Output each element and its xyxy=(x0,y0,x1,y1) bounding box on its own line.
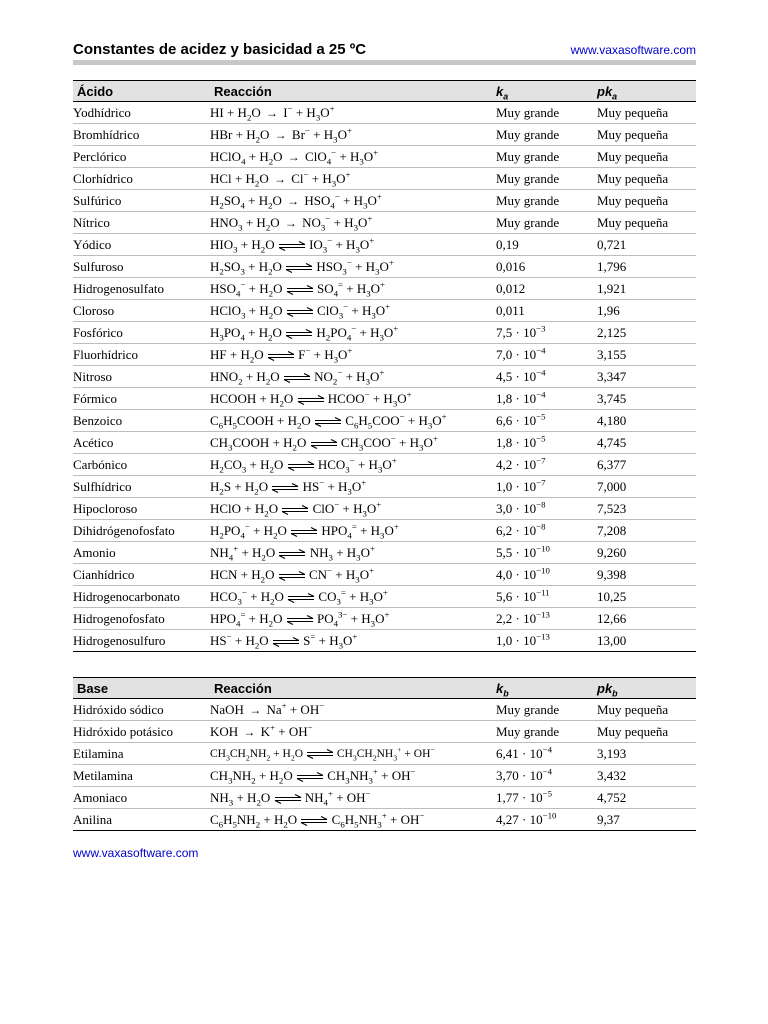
equilibrium-arrow-icon xyxy=(297,395,325,405)
acid-reaction xyxy=(210,168,494,190)
acid-k-value: $6,6 \cdot 10^{-5}$ xyxy=(494,410,595,432)
acid-row xyxy=(73,212,696,234)
equilibrium-arrow-icon xyxy=(310,439,338,449)
base-reaction xyxy=(210,699,494,721)
base-reaction xyxy=(210,809,494,831)
reactants: $H_3PO_4 + H_2O$ xyxy=(210,324,282,343)
acid-reaction xyxy=(210,630,494,652)
base-row xyxy=(73,809,696,831)
acid-k-value: 0,19 xyxy=(494,234,595,256)
products: $NH_3 + H_3O^+$ xyxy=(309,543,375,563)
reactants: $HNO_2 + H_2O$ xyxy=(210,368,280,387)
equilibrium-arrow-icon xyxy=(285,329,313,339)
acid-k-value: 0,016 xyxy=(494,256,595,278)
acid-pk-value: 0,721 xyxy=(595,234,696,256)
acid-k-value: 0,012 xyxy=(494,278,595,300)
products: $HCO_3^- + H_3O^+$ xyxy=(317,455,397,475)
base-k-value: $6,41 \cdot 10^{-4}$ xyxy=(494,743,595,765)
base-k-value: $4,27 \cdot 10^{-10}$ xyxy=(494,809,595,831)
base-row xyxy=(73,721,696,743)
acid-pk-value: 4,745 xyxy=(595,432,696,454)
acid-name: Hidrogenosulfuro xyxy=(73,630,210,652)
products: $PO_4^{3-} + H_3O^+$ xyxy=(316,609,390,629)
reactants: $HCO_3^- + H_2O$ xyxy=(210,587,284,607)
reactants: HCN + $H_2O$ xyxy=(210,566,275,585)
acid-k-value: Muy grande xyxy=(494,102,595,124)
acid-row xyxy=(73,498,696,520)
acid-name: Dihidrógenofosfato xyxy=(73,520,210,542)
products: K+ + OH− xyxy=(260,722,313,739)
reactants: $NH_3 + H_2O$ xyxy=(210,789,271,808)
products: $ClO_4^- + H_3O^+$ xyxy=(305,147,379,167)
acid-reaction xyxy=(210,542,494,564)
products: $NO_2^- + H_3O^+$ xyxy=(314,367,385,387)
acid-reaction xyxy=(210,366,494,388)
base-pk-value: 3,193 xyxy=(595,743,696,765)
reactants: $CH_3CH_2NH_2 + H_2O$ xyxy=(210,747,304,762)
base-pk-value: 4,752 xyxy=(595,787,696,809)
acid-name: Nítrico xyxy=(73,212,210,234)
acid-k-value: $1,8 \cdot 10^{-5}$ xyxy=(494,432,595,454)
acid-reaction xyxy=(210,212,494,234)
products: $CN^- + H_3O^+$ xyxy=(308,565,375,585)
acid-reaction xyxy=(210,410,494,432)
products: $ClO_3^- + H_3O^+$ xyxy=(317,301,391,321)
acid-pk-value: 13,00 xyxy=(595,630,696,652)
reactants: HClO$_3$ + $H_2O$ xyxy=(210,302,283,321)
acid-row xyxy=(73,256,696,278)
acid-name: Sulfuroso xyxy=(73,256,210,278)
equilibrium-arrow-icon xyxy=(300,816,328,826)
equilibrium-arrow-icon xyxy=(296,772,324,782)
acid-reaction xyxy=(210,190,494,212)
products: $NH_4^+ + OH^-$ xyxy=(304,788,371,808)
products: $Br^- + H_3O^+$ xyxy=(291,125,352,145)
reactants: $H_2S + H_2O$ xyxy=(210,478,269,497)
reactants: HClO$_4$ + $H_2O$ xyxy=(210,148,283,167)
base-col-k: $k_b$ xyxy=(494,678,595,699)
reactants: $HSO_4^- + H_2O$ xyxy=(210,279,283,299)
acid-k-value: $5,5 \cdot 10^{-10}$ xyxy=(494,542,595,564)
base-pk-value: 9,37 xyxy=(595,809,696,831)
equilibrium-arrow-icon xyxy=(287,593,315,603)
base-k-value: Muy grande xyxy=(494,721,595,743)
footer-link[interactable]: www.vaxasoftware.com xyxy=(73,846,199,860)
page-title: Constantes de acidez y basicidad a 25 ºC xyxy=(73,41,367,58)
acid-k-value: $3,0 \cdot 10^{-8}$ xyxy=(494,498,595,520)
acid-pk-value: 1,96 xyxy=(595,300,696,322)
acid-reaction xyxy=(210,454,494,476)
acid-pk-value: 9,398 xyxy=(595,564,696,586)
acid-name: Hidrogenosulfato xyxy=(73,278,210,300)
products: HCOO− + $H_3O^+$ xyxy=(327,389,412,409)
acid-row xyxy=(73,102,696,124)
acid-name: Fluorhídrico xyxy=(73,344,210,366)
base-reaction xyxy=(210,721,494,743)
acid-name: Nitroso xyxy=(73,366,210,388)
acid-reaction xyxy=(210,388,494,410)
acid-name: Fórmico xyxy=(73,388,210,410)
acid-row xyxy=(73,542,696,564)
acid-pk-value: 3,347 xyxy=(595,366,696,388)
reactants: $C_6H_5COOH + H_2O$ xyxy=(210,412,311,431)
products: Na+ + OH− xyxy=(266,700,325,717)
acid-k-value: Muy grande xyxy=(494,190,595,212)
acid-pk-value: Muy pequeña xyxy=(595,212,696,234)
reactants: HI + $H_2O$ xyxy=(210,104,261,123)
acid-reaction xyxy=(210,278,494,300)
acid-row xyxy=(73,322,696,344)
reactants: HF + $H_2O$ xyxy=(210,346,264,365)
acid-reaction xyxy=(210,432,494,454)
base-col-name: Base xyxy=(73,678,210,699)
products: $SO_4^= + H_3O^+$ xyxy=(316,279,386,299)
acid-col-pk: $pk_a$ xyxy=(595,81,696,102)
products: $CH_3CH_2NH_3^+ + OH^-$ xyxy=(336,744,435,762)
equilibrium-arrow-icon xyxy=(274,794,302,804)
equilibrium-arrow-icon xyxy=(267,351,295,361)
acid-pk-value: 2,125 xyxy=(595,322,696,344)
base-k-value: $3,70 \cdot 10^{-4}$ xyxy=(494,765,595,787)
reactants: HCOOH + $H_2O$ xyxy=(210,390,294,409)
acid-name: Fosfórico xyxy=(73,322,210,344)
base-name: Amoniaco xyxy=(73,787,210,809)
acid-col-name: Ácido xyxy=(73,81,210,102)
acid-name: Amonio xyxy=(73,542,210,564)
equilibrium-arrow-icon xyxy=(306,749,334,759)
acid-reaction xyxy=(210,322,494,344)
acid-pk-value: 1,796 xyxy=(595,256,696,278)
acid-k-value: Muy grande xyxy=(494,212,595,234)
acid-k-value: $5,6 \cdot 10^{-11}$ xyxy=(494,586,595,608)
base-col-reaction: Reacción xyxy=(210,678,494,699)
acid-k-value: $4,2 \cdot 10^{-7}$ xyxy=(494,454,595,476)
reactants: $CH_3COOH + H_2O$ xyxy=(210,434,307,453)
acid-name: Sulfúrico xyxy=(73,190,210,212)
forward-arrow-icon: → xyxy=(243,724,256,739)
products: $HSO_4^- + H_3O^+$ xyxy=(304,191,382,211)
acid-name: Perclórico xyxy=(73,146,210,168)
base-reaction xyxy=(210,765,494,787)
acid-name: Benzoico xyxy=(73,410,210,432)
products: $HS^- + H_3O^+$ xyxy=(302,477,367,497)
acid-k-value: Muy grande xyxy=(494,146,595,168)
acid-pk-value: 10,25 xyxy=(595,586,696,608)
reactants: HCl + $H_2O$ xyxy=(210,170,269,189)
equilibrium-arrow-icon xyxy=(285,263,313,273)
acid-name: Bromhídrico xyxy=(73,124,210,146)
forward-arrow-icon: → xyxy=(287,149,300,164)
products: $S^= + H_3O^+$ xyxy=(303,631,358,651)
base-k-value: $1,77 \cdot 10^{-5}$ xyxy=(494,787,595,809)
acid-pk-value: Muy pequeña xyxy=(595,168,696,190)
acid-name: Sulfhídrico xyxy=(73,476,210,498)
products: $HPO_4^= + H_3O^+$ xyxy=(321,521,399,541)
acid-row xyxy=(73,476,696,498)
acid-row xyxy=(73,168,696,190)
acid-row xyxy=(73,300,696,322)
acid-pk-value: 7,523 xyxy=(595,498,696,520)
acid-pk-value: 1,921 xyxy=(595,278,696,300)
acid-pk-value: Muy pequeña xyxy=(595,146,696,168)
acid-reaction xyxy=(210,102,494,124)
equilibrium-arrow-icon xyxy=(286,615,314,625)
acid-name: Hipocloroso xyxy=(73,498,210,520)
acid-col-reaction: Reacción xyxy=(210,81,494,102)
forward-arrow-icon: → xyxy=(284,215,297,230)
products: $H_2PO_4^- + H_3O^+$ xyxy=(316,323,399,343)
acid-row xyxy=(73,410,696,432)
base-name: Anilina xyxy=(73,809,210,831)
acid-pk-value: 9,260 xyxy=(595,542,696,564)
reactants: $HNO_3 + H_2O$ xyxy=(210,214,280,233)
acid-reaction xyxy=(210,498,494,520)
products: $CH_3COO^- + H_3O^+$ xyxy=(340,433,438,453)
acid-pk-value: 3,745 xyxy=(595,388,696,410)
reactants: HClO + $H_2O$ xyxy=(210,500,279,519)
acid-k-value: 0,011 xyxy=(494,300,595,322)
equilibrium-arrow-icon xyxy=(287,461,315,471)
equilibrium-arrow-icon xyxy=(283,373,311,383)
acid-row xyxy=(73,278,696,300)
base-row xyxy=(73,787,696,809)
products: $Cl^- + H_3O^+$ xyxy=(291,169,351,189)
acid-pk-value: 6,377 xyxy=(595,454,696,476)
acid-name: Clorhídrico xyxy=(73,168,210,190)
base-pk-value: Muy pequeña xyxy=(595,721,696,743)
acid-reaction xyxy=(210,146,494,168)
reactants: $H_2CO_3 + H_2O$ xyxy=(210,456,284,475)
acid-k-value: $7,5 \cdot 10^{-3}$ xyxy=(494,322,595,344)
base-name: Hidróxido sódico xyxy=(73,699,210,721)
forward-arrow-icon: → xyxy=(266,105,278,120)
acid-pk-value: Muy pequeña xyxy=(595,124,696,146)
page-header xyxy=(73,41,696,59)
acid-row xyxy=(73,234,696,256)
base-row xyxy=(73,765,696,787)
acid-row xyxy=(73,344,696,366)
acid-pk-value: 7,000 xyxy=(595,476,696,498)
acid-name: Yodhídrico xyxy=(73,102,210,124)
acid-name: Carbónico xyxy=(73,454,210,476)
base-row xyxy=(73,743,696,765)
acid-row xyxy=(73,564,696,586)
acid-k-value: $1,0 \cdot 10^{-13}$ xyxy=(494,630,595,652)
products: $HSO_3^- + H_3O^+$ xyxy=(316,257,394,277)
reactants: $NH_4^+ + H_2O$ xyxy=(210,543,276,563)
equilibrium-arrow-icon xyxy=(278,549,306,559)
acid-pk-value: Muy pequeña xyxy=(595,190,696,212)
acid-row xyxy=(73,520,696,542)
acid-name: Acético xyxy=(73,432,210,454)
acid-table xyxy=(73,80,696,652)
acid-name: Hidrogenocarbonato xyxy=(73,586,210,608)
products: $C_6H_5COO^- + H_3O^+$ xyxy=(345,411,447,431)
base-table xyxy=(73,677,696,831)
base-name: Etilamina xyxy=(73,743,210,765)
acid-k-value: $4,0 \cdot 10^{-10}$ xyxy=(494,564,595,586)
acid-row xyxy=(73,190,696,212)
acid-k-value: $4,5 \cdot 10^{-4}$ xyxy=(494,366,595,388)
acid-reaction xyxy=(210,234,494,256)
acid-row xyxy=(73,146,696,168)
acid-pk-value: 7,208 xyxy=(595,520,696,542)
acid-reaction xyxy=(210,564,494,586)
acid-name: Cloroso xyxy=(73,300,210,322)
acid-pk-value: 3,155 xyxy=(595,344,696,366)
acid-k-value: Muy grande xyxy=(494,168,595,190)
equilibrium-arrow-icon xyxy=(281,505,309,515)
acid-k-value: $1,0 \cdot 10^{-7}$ xyxy=(494,476,595,498)
acid-k-value: $1,8 \cdot 10^{-4}$ xyxy=(494,388,595,410)
reactants: $H_2SO_4 + H_2O$ xyxy=(210,192,282,211)
equilibrium-arrow-icon xyxy=(278,571,306,581)
products: $C_6H_5NH_3^+ + OH^-$ xyxy=(331,810,425,830)
base-pk-value: Muy pequeña xyxy=(595,699,696,721)
reactants: $HIO_3 + H_2O$ xyxy=(210,236,275,255)
base-name: Metilamina xyxy=(73,765,210,787)
acid-name: Hidrogenofosfato xyxy=(73,608,210,630)
base-k-value: Muy grande xyxy=(494,699,595,721)
acid-reaction xyxy=(210,586,494,608)
equilibrium-arrow-icon xyxy=(290,527,318,537)
acid-row xyxy=(73,388,696,410)
reactants: HBr + $H_2O$ xyxy=(210,126,270,145)
acid-reaction xyxy=(210,124,494,146)
products: $ClO^- + H_3O^+$ xyxy=(312,499,382,519)
acid-pk-value: 4,180 xyxy=(595,410,696,432)
products: $CO_3^= + H_3O^+$ xyxy=(318,587,388,607)
base-name: Hidróxido potásico xyxy=(73,721,210,743)
acid-row xyxy=(73,586,696,608)
base-pk-value: 3,432 xyxy=(595,765,696,787)
acid-table-header xyxy=(73,81,696,102)
forward-arrow-icon: → xyxy=(249,702,262,717)
acid-col-k: $k_a$ xyxy=(494,81,595,102)
header-link[interactable]: www.vaxasoftware.com xyxy=(570,43,696,57)
acid-row xyxy=(73,454,696,476)
acid-reaction xyxy=(210,608,494,630)
base-row xyxy=(73,699,696,721)
products: $I^- + H_3O^+$ xyxy=(283,103,335,123)
header-divider xyxy=(73,60,696,65)
acid-k-value: $7,0 \cdot 10^{-4}$ xyxy=(494,344,595,366)
acid-row xyxy=(73,366,696,388)
acid-reaction xyxy=(210,256,494,278)
equilibrium-arrow-icon xyxy=(314,417,342,427)
reactants: NaOH xyxy=(210,701,244,717)
acid-row xyxy=(73,432,696,454)
reactants: KOH xyxy=(210,723,239,739)
reactants: $H_2PO_4^- + H_2O$ xyxy=(210,521,287,541)
acid-reaction xyxy=(210,300,494,322)
acid-pk-value: 12,66 xyxy=(595,608,696,630)
base-col-pk: $pk_b$ xyxy=(595,678,696,699)
base-reaction xyxy=(210,787,494,809)
acid-k-value: $2,2 \cdot 10^{-13}$ xyxy=(494,608,595,630)
reactants: $CH_3NH_2 + H_2O$ xyxy=(210,767,293,786)
acid-pk-value: Muy pequeña xyxy=(595,102,696,124)
equilibrium-arrow-icon xyxy=(271,483,299,493)
reactants: $H_2SO_3 + H_2O$ xyxy=(210,258,282,277)
equilibrium-arrow-icon xyxy=(286,307,314,317)
acid-name: Cianhídrico xyxy=(73,564,210,586)
products: $IO_3^- + H_3O^+$ xyxy=(309,235,375,255)
forward-arrow-icon: → xyxy=(287,193,300,208)
acid-k-value: $6,2 \cdot 10^{-8}$ xyxy=(494,520,595,542)
products: $F^- + H_3O^+$ xyxy=(298,345,353,365)
base-table-header xyxy=(73,678,696,699)
equilibrium-arrow-icon xyxy=(286,285,314,295)
reactants: $HPO_4^= + H_2O$ xyxy=(210,609,283,629)
acid-reaction xyxy=(210,476,494,498)
acid-reaction xyxy=(210,520,494,542)
acid-reaction xyxy=(210,344,494,366)
reactants: $C_6H_5NH_2 + H_2O$ xyxy=(210,811,298,830)
acid-row xyxy=(73,124,696,146)
reactants: $HS^- + H_2O$ xyxy=(210,631,269,651)
acid-row xyxy=(73,630,696,652)
acid-k-value: Muy grande xyxy=(494,124,595,146)
acid-name: Yódico xyxy=(73,234,210,256)
products: $NO_3^- + H_3O^+$ xyxy=(302,213,373,233)
forward-arrow-icon: → xyxy=(274,127,287,142)
forward-arrow-icon: → xyxy=(273,171,286,186)
products: $CH_3NH_3^+ + OH^-$ xyxy=(327,766,416,786)
base-reaction xyxy=(210,743,494,765)
acid-row xyxy=(73,608,696,630)
equilibrium-arrow-icon xyxy=(272,637,300,647)
equilibrium-arrow-icon xyxy=(278,241,306,251)
